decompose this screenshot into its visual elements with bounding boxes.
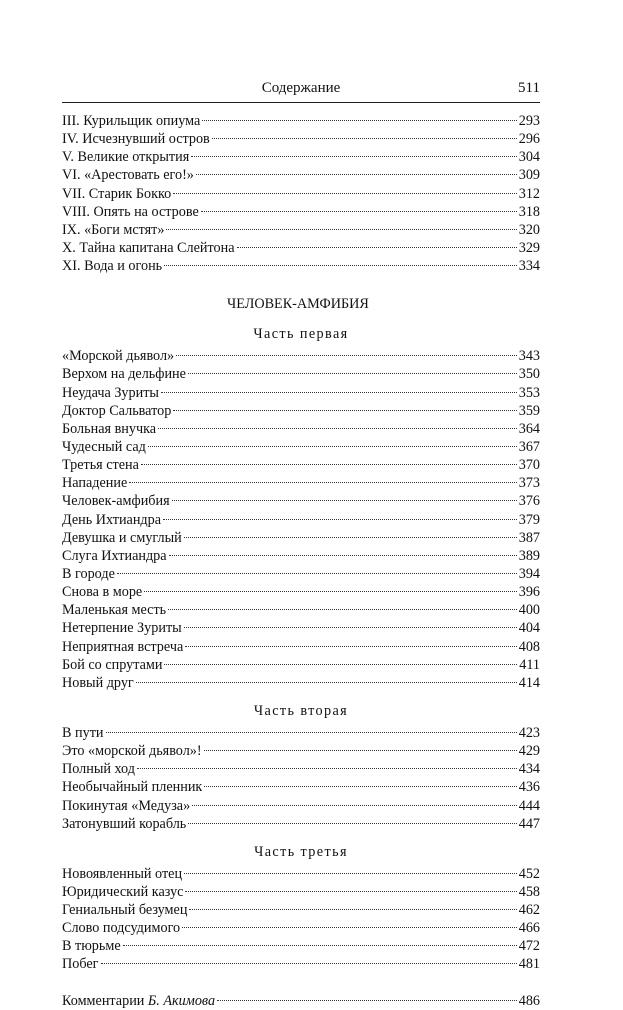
dot-leader [176,355,517,356]
toc-entry[interactable] [62,601,540,619]
toc-entry[interactable] [62,619,540,637]
dot-leader [204,786,516,787]
toc-top-list [62,112,540,275]
toc-entry-label: Доктор Сальватор [62,402,172,419]
toc-entry-label: Третья стена [62,457,139,474]
toc-entry-page: 343 [518,348,540,365]
toc-entry[interactable] [62,166,540,184]
toc-entry-label: Это «морской дьявол»! [62,743,202,760]
toc-entry-page: 373 [518,475,540,492]
toc-entry[interactable] [62,112,540,130]
toc-entry-label: Нападение [62,475,128,492]
toc-entry[interactable] [62,919,540,937]
dot-leader [196,174,517,175]
dot-leader [185,891,516,892]
toc-entry-label: День Ихтиандра [62,511,162,528]
toc-entry-label: Необычайный пленник [62,779,203,796]
toc-entry-page: 429 [518,743,540,760]
toc-entry-page: 293 [518,113,540,129]
toc-entry-label: Неприятная встреча [62,638,184,655]
dot-leader [158,428,517,429]
dot-leader [237,247,517,248]
dot-leader [101,963,517,964]
toc-entry-page: 370 [518,457,540,474]
toc-entry-label: Юридический казус [62,883,184,900]
toc-entry-label: Верхом на дельфине [62,366,186,383]
toc-entry-label: Новоявленный отец [62,865,183,882]
toc-entry[interactable] [62,674,540,692]
toc-entry-page: 436 [518,779,540,796]
toc-entry[interactable] [62,203,540,221]
toc-entry-label: Побег [62,956,99,973]
toc-entry-page: 359 [518,402,540,419]
dot-leader [184,873,517,874]
toc-entry[interactable] [62,492,540,510]
toc-entry-label: X. Тайна капитана Слейтона [62,239,235,256]
toc-entry-page: 350 [518,366,540,383]
dot-leader [201,211,517,212]
dot-leader [161,392,517,393]
toc-entry[interactable] [62,185,540,203]
toc-entry-label: XI. Вода и огонь [62,258,163,275]
part-title: Часть третья [254,843,348,860]
dot-leader [173,410,516,411]
dot-leader [169,555,517,556]
toc-entry[interactable] [62,656,540,674]
toc-entry-page: 304 [518,149,540,166]
dot-leader [144,591,517,592]
toc-entry-page: 486 [518,992,540,1009]
dot-leader [163,519,517,520]
toc-entry-label: Бой со спрутами [62,656,163,673]
toc-entry[interactable] [62,402,540,420]
dot-leader [185,646,516,647]
toc-entry-page: 364 [518,420,540,437]
toc-entry-label: IV. Исчезнувший остров [62,131,210,148]
toc-entry-page: 296 [518,131,540,148]
dot-leader [188,373,517,374]
part-3-list [62,865,540,974]
dot-leader [182,927,517,928]
dot-leader [192,805,517,806]
dot-leader [123,945,517,946]
toc-entry[interactable] [62,257,540,275]
toc-entry-page: 458 [518,883,540,900]
toc-entry[interactable] [62,901,540,919]
toc-entry[interactable] [62,547,540,565]
dot-leader [172,500,517,501]
toc-entry-page: 462 [518,902,540,919]
toc-entry[interactable] [62,148,540,166]
toc-entry[interactable] [62,724,540,742]
toc-entry-label: Полный ход [62,761,135,778]
dot-leader [164,265,517,266]
dot-leader [136,682,517,683]
toc-entry-page: 408 [518,638,540,655]
dot-leader [164,664,517,665]
toc-entry-label: VII. Старик Бокко [62,185,172,202]
page-header-title: Содержание [261,80,341,96]
dot-leader [168,609,517,610]
toc-entry-page: 312 [518,185,540,202]
part-2-list [62,724,540,833]
dot-leader [106,732,517,733]
dot-leader [117,573,517,574]
toc-entry-label: Слуга Ихтиандра [62,547,167,564]
toc-entry-label: Маленькая месть [62,602,167,619]
toc-entry-label: Чудесный сад [62,438,146,455]
toc-entry-page: 404 [518,620,540,637]
toc-entry-label: IX. «Боги мстят» [62,221,165,238]
toc-entry[interactable] [62,130,540,148]
toc-entry[interactable] [62,438,540,456]
toc-entry-label: V. Великие открытия [62,149,190,166]
toc-entry[interactable] [62,778,540,796]
toc-entry-page: 423 [518,724,540,741]
page-number: 511 [518,80,540,96]
toc-entry-label: VIII. Опять на острове [62,203,199,220]
toc-entry-label: Больная внучка [62,420,157,437]
toc-entry-page: 414 [518,674,540,691]
toc-entry-label: III. Курильщик опиума [62,113,201,129]
toc-entry-label: VI. «Арестовать его!» [62,167,194,184]
dot-leader [212,138,517,139]
toc-entry-page: 466 [518,920,540,937]
dot-leader [189,909,516,910]
toc-entry-page: 334 [518,258,540,275]
toc-entry[interactable] [62,529,540,547]
toc-entry-label: Гениальный безумец [62,902,188,919]
toc-entry-label: Человек-амфибия [62,493,170,510]
toc-entry-page: 394 [518,565,540,582]
toc-entry[interactable] [62,565,540,583]
toc-entry-label: Новый друг [62,674,134,691]
toc-entry-page: 447 [518,815,540,832]
toc-entry[interactable] [62,760,540,778]
toc-entry[interactable] [62,955,540,973]
toc-entry-label: Нетерпение Зуриты [62,620,182,637]
dot-leader [191,156,517,157]
toc-entry[interactable] [62,742,540,760]
dot-leader [137,768,517,769]
toc-entry-label: Затонувший корабль [62,815,187,832]
toc-entry-page: 444 [518,797,540,814]
toc-entry-page: 481 [518,956,540,973]
part-title: Часть вторая [253,702,349,719]
toc-entry-label: Девушка и смуглый [62,529,182,546]
dot-leader [184,627,517,628]
toc-entry[interactable] [62,583,540,601]
toc-entry-page: 376 [518,493,540,510]
toc-entry-page: 400 [518,602,540,619]
toc-entry[interactable] [62,865,540,883]
toc-entry-page: 320 [518,221,540,238]
toc-entry-page: 396 [518,584,540,601]
toc-entry[interactable] [62,384,540,402]
toc-entry-label: Комментарии Б. Акимова [62,992,216,1009]
toc-entry[interactable] [62,347,540,365]
part-title: Часть первая [253,326,349,343]
toc-entry[interactable] [62,221,540,239]
toc-entry-page: 318 [518,203,540,220]
toc-entry-label: В тюрьме [62,938,121,955]
toc-entry[interactable] [62,511,540,529]
dot-leader [129,482,516,483]
toc-entry[interactable] [62,937,540,955]
toc-entry-page: 452 [518,865,540,882]
toc-entry[interactable] [62,797,540,815]
toc-entry[interactable] [62,239,540,257]
dot-leader [166,229,516,230]
toc-entry[interactable] [62,638,540,656]
toc-entry-label: В пути [62,724,104,741]
toc-entry-label: В городе [62,565,115,582]
toc-entry-label: Неудача Зуриты [62,384,159,401]
toc-entry[interactable] [62,365,540,383]
toc-entry-page: 353 [518,384,540,401]
toc-entry-page: 329 [518,239,540,256]
commentary-author: Б. Акимова [147,992,216,1009]
toc-entry-page: 411 [519,656,540,673]
toc-entry[interactable] [62,456,540,474]
toc-entry[interactable] [62,420,540,438]
dot-leader [202,120,516,121]
toc-entry-page: 379 [518,511,540,528]
dot-leader [148,446,517,447]
toc-entry-page: 309 [518,167,540,184]
dot-leader [141,464,517,465]
part-1-list [62,347,540,692]
toc-entry-label: Слово подсудимого [62,920,181,937]
toc-entry-label: Покинутая «Медуза» [62,797,191,814]
toc-entry[interactable] [62,474,540,492]
running-head [62,72,540,103]
toc-entry-page: 434 [518,761,540,778]
toc-entry-label: Снова в море [62,584,143,601]
toc-entry[interactable] [62,883,540,901]
toc-entry-page: 389 [518,547,540,564]
toc-entry-commentary[interactable] [62,992,540,1010]
table-of-contents [62,112,540,1010]
toc-entry[interactable] [62,815,540,833]
toc-entry-page: 472 [518,938,540,955]
dot-leader [188,823,516,824]
dot-leader [204,750,517,751]
toc-entry-page: 387 [518,529,540,546]
dot-leader [173,193,516,194]
section-title: ЧЕЛОВЕК-АМФИБИЯ [227,296,369,313]
toc-entry-label: «Морской дьявол» [62,348,175,365]
toc-entry-page: 367 [518,438,540,455]
dot-leader [184,537,517,538]
